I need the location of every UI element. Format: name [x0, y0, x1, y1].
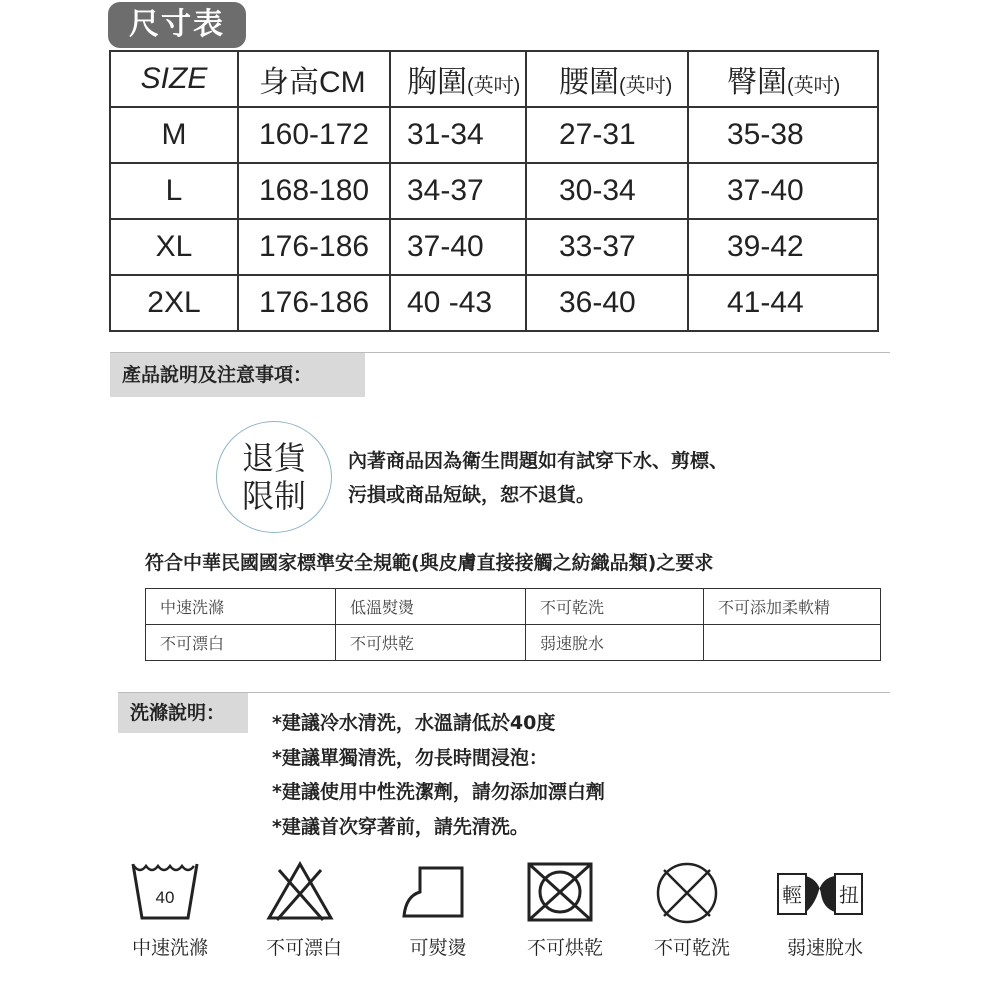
- table-row: [110, 275, 878, 331]
- table-row: [146, 625, 881, 661]
- size-chart-table: [109, 50, 879, 332]
- header-chest-unit: (英吋): [467, 75, 521, 97]
- table-row: [110, 163, 878, 219]
- return-policy-line-1: 內著商品因為衛生問題如有試穿下水、剪標、: [348, 450, 729, 472]
- table-row: [110, 107, 878, 163]
- no-tumble-dry-icon: [525, 860, 595, 924]
- washing-instructions: [272, 706, 872, 844]
- size-cell: L: [110, 163, 238, 219]
- no-bleach-icon: [265, 860, 335, 924]
- return-policy-line-2: 污損或商品短缺，恕不退貨。: [348, 484, 596, 506]
- care-icon-label: 不可烘乾: [526, 937, 603, 959]
- care-cell: 不可乾洗: [526, 589, 704, 625]
- hip-cell: 39-42: [688, 219, 878, 275]
- waist-cell: 30-34: [526, 163, 688, 219]
- header-hip-unit: (英吋): [787, 75, 841, 97]
- care-icon-label: 中速洗滌: [131, 937, 208, 959]
- chest-cell: 40 -43: [390, 275, 526, 331]
- header-hip-label: 臀圍: [727, 66, 787, 99]
- wash-temperature: 40: [155, 888, 175, 907]
- wring-word-right: 扭: [839, 883, 859, 907]
- care-cell: 不可添加柔軟精: [704, 589, 881, 625]
- waist-cell: 27-31: [526, 107, 688, 163]
- chest-cell: 31-34: [390, 107, 526, 163]
- list-item: *建議使用中性洗潔劑，請勿添加漂白劑: [272, 781, 605, 803]
- notes-title: 產品說明及注意事項：: [110, 353, 365, 397]
- care-summary-table: [145, 588, 881, 661]
- list-item: *建議單獨清洗，勿長時間浸泡：: [272, 746, 548, 769]
- list-item: *建議冷水清洗，水溫請低於40度: [272, 712, 556, 734]
- height-cell: 176-186: [238, 219, 390, 275]
- size-cell: M: [110, 107, 238, 163]
- table-header-row: [110, 51, 878, 107]
- wring-word-left: 輕: [782, 883, 802, 907]
- list-item: *建議首次穿著前，請先清洗。: [272, 815, 529, 838]
- compliance-statement: 符合中華民國國家標準安全規範(與皮膚直接接觸之紡織品類)之要求: [145, 552, 714, 574]
- size-cell: XL: [110, 219, 238, 275]
- care-cell: 低溫熨燙: [336, 589, 526, 625]
- chest-cell: 37-40: [390, 219, 526, 275]
- hip-cell: 37-40: [688, 163, 878, 219]
- care-icon-label: 不可漂白: [265, 937, 342, 959]
- height-cell: 176-186: [238, 275, 390, 331]
- header-chest-label: 胸圍: [407, 66, 467, 99]
- wash-tub-icon: [130, 860, 200, 924]
- care-icon-label: 不可乾洗: [653, 937, 730, 959]
- header-height: 身高CM: [238, 51, 390, 107]
- care-cell: 不可烘乾: [336, 625, 526, 661]
- care-cell: 弱速脫水: [526, 625, 704, 661]
- care-cell: 不可漂白: [146, 625, 336, 661]
- hip-cell: 41-44: [688, 275, 878, 331]
- return-restriction-badge: [216, 421, 332, 533]
- height-cell: 168-180: [238, 163, 390, 219]
- care-cell: [704, 625, 881, 661]
- care-cell: 中速洗滌: [146, 589, 336, 625]
- badge-line-2: 限制: [241, 477, 306, 515]
- table-row: [110, 219, 878, 275]
- chest-cell: 34-37: [390, 163, 526, 219]
- height-cell: 160-172: [238, 107, 390, 163]
- header-waist-unit: (英吋): [619, 75, 673, 97]
- size-cell: 2XL: [110, 275, 238, 331]
- waist-cell: 33-37: [526, 219, 688, 275]
- header-chest: [390, 51, 526, 107]
- care-icon-label: 弱速脫水: [786, 937, 863, 959]
- header-hip: [688, 51, 878, 107]
- gentle-wring-icon: [775, 868, 865, 920]
- washing-title: 洗滌說明：: [118, 693, 248, 733]
- header-waist-label: 腰圍: [559, 66, 619, 99]
- return-policy-text: [348, 444, 868, 512]
- care-icon-label: 可熨燙: [409, 937, 467, 959]
- header-waist: [526, 51, 688, 107]
- waist-cell: 36-40: [526, 275, 688, 331]
- table-row: [146, 589, 881, 625]
- header-size: SIZE: [110, 51, 238, 107]
- no-dry-clean-icon: [652, 860, 722, 926]
- hip-cell: 35-38: [688, 107, 878, 163]
- iron-icon: [400, 862, 466, 922]
- size-chart-title: 尺寸表: [108, 2, 246, 48]
- badge-line-1: 退貨: [241, 439, 306, 477]
